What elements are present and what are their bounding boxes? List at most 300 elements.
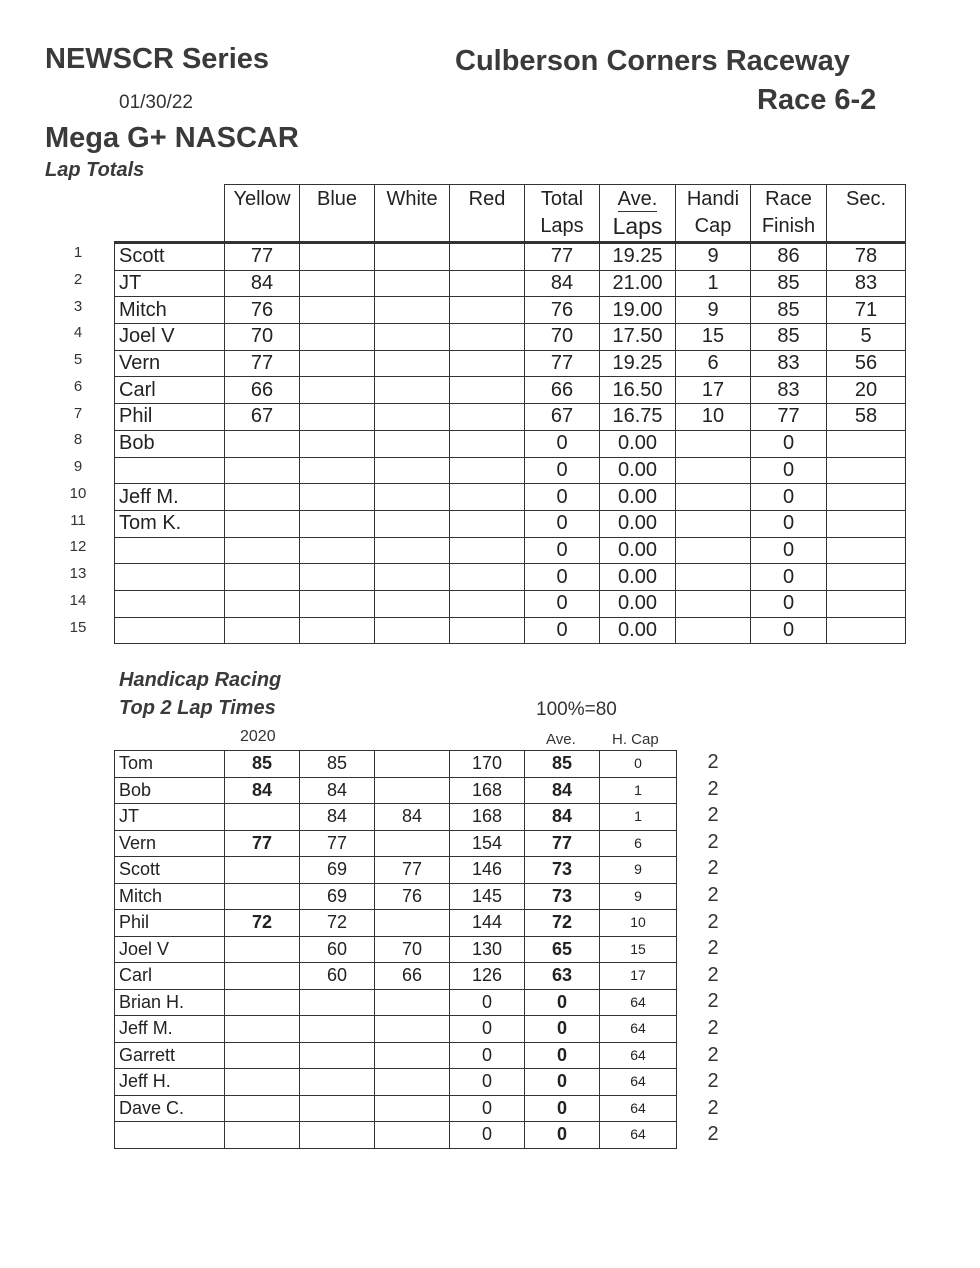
cell-y2020 xyxy=(225,1069,300,1096)
cell-total: 0 xyxy=(525,430,600,457)
cell-y2020 xyxy=(225,936,300,963)
table-row xyxy=(115,430,906,457)
cell-ave: 0.00 xyxy=(600,590,676,617)
cell-total: 0 xyxy=(525,510,600,537)
cell-blue xyxy=(300,350,375,377)
cell-blue xyxy=(300,243,375,271)
cell-total: 0 xyxy=(525,590,600,617)
cell-sec: 83 xyxy=(827,270,906,297)
cell-ave: 65 xyxy=(525,936,600,963)
column-header-line2: Laps xyxy=(540,215,584,237)
column-header xyxy=(676,185,751,243)
column-header xyxy=(525,185,600,243)
table-row xyxy=(115,377,906,404)
cell-total: 0 xyxy=(525,564,600,591)
cell-red xyxy=(450,270,525,297)
cell-finish: 85 xyxy=(751,270,827,297)
handicap-right-value: 2 xyxy=(707,1043,719,1066)
column-header-line1: Blue xyxy=(316,188,358,210)
cell-red xyxy=(450,457,525,484)
cell-name: Garrett xyxy=(115,1042,225,1069)
cell-name xyxy=(115,457,225,484)
cell-sec: 20 xyxy=(827,377,906,404)
column-header-line2: Laps xyxy=(612,213,663,239)
cell-total: 76 xyxy=(525,297,600,324)
cell-hcap: 17 xyxy=(600,963,677,990)
cell-handicap xyxy=(676,430,751,457)
cell-sum: 0 xyxy=(450,1042,525,1069)
cell-sec xyxy=(827,617,906,644)
cell-ave: 0.00 xyxy=(600,510,676,537)
cell-sec: 58 xyxy=(827,404,906,431)
cell-y2020: 84 xyxy=(225,777,300,804)
cell-yellow xyxy=(225,617,300,644)
cell-white xyxy=(375,590,450,617)
cell-blue xyxy=(300,564,375,591)
cell-white xyxy=(375,510,450,537)
cell-ave: 77 xyxy=(525,830,600,857)
cell-name: Jeff M. xyxy=(115,1016,225,1043)
cell-yellow: 70 xyxy=(225,324,300,351)
cell-total: 0 xyxy=(525,537,600,564)
table-row xyxy=(115,457,906,484)
cell-name: Dave C. xyxy=(115,1095,225,1122)
cell-ave: 63 xyxy=(525,963,600,990)
cell-y2020: 77 xyxy=(225,830,300,857)
cell-handicap: 9 xyxy=(676,243,751,271)
cell-name: Vern xyxy=(115,350,225,377)
cell-total: 77 xyxy=(525,243,600,271)
cell-ave: 0 xyxy=(525,1095,600,1122)
table-row xyxy=(115,590,906,617)
cell-handicap: 15 xyxy=(676,324,751,351)
column-header-line1: Race xyxy=(765,188,812,210)
handicap-right-value: 2 xyxy=(707,777,719,800)
table-row xyxy=(115,1042,677,1069)
series-title: NEWSCR Series xyxy=(45,43,270,75)
table-row xyxy=(115,617,906,644)
cell-c3 xyxy=(375,989,450,1016)
cell-ave: 72 xyxy=(525,910,600,937)
handicap-right-value: 2 xyxy=(707,1070,719,1093)
cell-name xyxy=(115,1122,225,1149)
cell-yellow: 84 xyxy=(225,270,300,297)
cell-total: 0 xyxy=(525,617,600,644)
table-row xyxy=(115,804,677,831)
cell-sum: 168 xyxy=(450,804,525,831)
cell-finish: 85 xyxy=(751,297,827,324)
cell-sec xyxy=(827,537,906,564)
table-row xyxy=(115,243,906,271)
cell-ave: 0 xyxy=(525,989,600,1016)
cell-sum: 145 xyxy=(450,883,525,910)
cell-red xyxy=(450,350,525,377)
column-header-line2: Cap xyxy=(694,215,732,237)
cell-sec xyxy=(827,430,906,457)
row-number: 7 xyxy=(73,404,83,422)
cell-c2 xyxy=(300,1122,375,1149)
cell-blue xyxy=(300,510,375,537)
row-number: 1 xyxy=(73,244,83,261)
cell-c2: 60 xyxy=(300,936,375,963)
cell-y2020 xyxy=(225,1095,300,1122)
cell-ave: 0.00 xyxy=(600,457,676,484)
cell-finish: 85 xyxy=(751,324,827,351)
table-row xyxy=(115,484,906,511)
cell-handicap: 1 xyxy=(676,270,751,297)
cell-finish: 0 xyxy=(751,484,827,511)
cell-ave: 0.00 xyxy=(600,430,676,457)
handicap-right-value: 2 xyxy=(707,963,719,986)
lap-totals-table xyxy=(114,184,906,644)
table-row xyxy=(115,883,677,910)
cell-white xyxy=(375,457,450,484)
cell-ave: 0 xyxy=(525,1069,600,1096)
cell-y2020 xyxy=(225,963,300,990)
cell-y2020: 72 xyxy=(225,910,300,937)
table-row xyxy=(115,350,906,377)
cell-ave: 85 xyxy=(525,751,600,778)
lap-table-header xyxy=(115,185,906,243)
cell-yellow xyxy=(225,430,300,457)
cell-ave: 19.00 xyxy=(600,297,676,324)
cell-name: Scott xyxy=(115,857,225,884)
cell-white xyxy=(375,430,450,457)
cell-hcap: 9 xyxy=(600,883,677,910)
cell-name: Bob xyxy=(115,777,225,804)
cell-c2: 72 xyxy=(300,910,375,937)
handicap-right-value: 2 xyxy=(707,1017,719,1039)
track-name: Culberson Corners Raceway xyxy=(455,45,850,77)
cell-blue xyxy=(300,617,375,644)
cell-name: Scott xyxy=(115,243,225,271)
cell-finish: 0 xyxy=(751,537,827,564)
table-row xyxy=(115,537,906,564)
cell-y2020 xyxy=(225,804,300,831)
cell-total: 0 xyxy=(525,457,600,484)
cell-sum: 0 xyxy=(450,1016,525,1043)
cell-yellow xyxy=(225,537,300,564)
row-number: 4 xyxy=(73,324,83,342)
column-header-line1: Total xyxy=(540,188,584,210)
cell-yellow xyxy=(225,457,300,484)
cell-finish: 83 xyxy=(751,377,827,404)
cell-sum: 146 xyxy=(450,857,525,884)
cell-name: Tom xyxy=(115,751,225,778)
cell-name: Carl xyxy=(115,377,225,404)
cell-yellow: 66 xyxy=(225,377,300,404)
cell-total: 66 xyxy=(525,377,600,404)
column-header xyxy=(225,185,300,243)
table-row xyxy=(115,989,677,1016)
column-header-line1: Sec. xyxy=(845,188,887,210)
cell-red xyxy=(450,377,525,404)
cell-c3: 76 xyxy=(375,883,450,910)
cell-handicap xyxy=(676,564,751,591)
column-header-line2: Finish xyxy=(761,215,816,237)
cell-name: Joel V xyxy=(115,324,225,351)
handicap-right-value: 2 xyxy=(707,857,719,880)
cell-hcap: 64 xyxy=(600,1016,677,1043)
cell-blue xyxy=(300,457,375,484)
cell-ave: 0.00 xyxy=(600,484,676,511)
cell-sec: 5 xyxy=(827,324,906,351)
cell-c3 xyxy=(375,1042,450,1069)
column-header-line1: Handi xyxy=(686,188,740,210)
cell-c2 xyxy=(300,1042,375,1069)
table-row xyxy=(115,910,677,937)
row-number: 15 xyxy=(69,618,87,636)
table-row xyxy=(115,1095,677,1122)
cell-name: Phil xyxy=(115,404,225,431)
cell-total: 70 xyxy=(525,324,600,351)
cell-name: JT xyxy=(115,270,225,297)
cell-blue xyxy=(300,484,375,511)
table-row xyxy=(115,830,677,857)
cell-sum: 0 xyxy=(450,989,525,1016)
cell-ave: 19.25 xyxy=(600,243,676,271)
cell-name: Tom K. xyxy=(115,510,225,537)
cell-total: 0 xyxy=(525,484,600,511)
cell-hcap: 1 xyxy=(600,777,677,804)
cell-sum: 0 xyxy=(450,1095,525,1122)
cell-sum: 154 xyxy=(450,830,525,857)
handicap-right-value: 2 xyxy=(707,830,719,853)
table-row xyxy=(115,297,906,324)
cell-ave: 0 xyxy=(525,1042,600,1069)
cell-red xyxy=(450,537,525,564)
cell-ave: 16.50 xyxy=(600,377,676,404)
cell-blue xyxy=(300,270,375,297)
race-date: 01/30/22 xyxy=(119,92,193,113)
cell-ave: 73 xyxy=(525,883,600,910)
row-number: 11 xyxy=(70,511,86,529)
cell-ave: 0.00 xyxy=(600,564,676,591)
cell-handicap: 9 xyxy=(676,297,751,324)
cell-finish: 83 xyxy=(751,350,827,377)
cell-ave: 73 xyxy=(525,857,600,884)
cell-white xyxy=(375,350,450,377)
cell-yellow xyxy=(225,590,300,617)
cell-ave: 0 xyxy=(525,1016,600,1043)
table-row xyxy=(115,1016,677,1043)
cell-sum: 170 xyxy=(450,751,525,778)
cell-hcap: 9 xyxy=(600,857,677,884)
cell-sec: 56 xyxy=(827,350,906,377)
cell-sum: 168 xyxy=(450,777,525,804)
cell-red xyxy=(450,617,525,644)
cell-c3 xyxy=(375,1069,450,1096)
cell-name: Mitch xyxy=(115,297,225,324)
cell-sec xyxy=(827,564,906,591)
cell-red xyxy=(450,564,525,591)
cell-ave: 0.00 xyxy=(600,537,676,564)
cell-c2 xyxy=(300,989,375,1016)
cell-name xyxy=(115,617,225,644)
col-2020-header: 2020 xyxy=(240,728,276,745)
handicap-right-value: 2 xyxy=(707,990,719,1013)
table-row xyxy=(115,1122,677,1149)
column-header xyxy=(450,185,525,243)
handicap-table xyxy=(114,750,677,1149)
cell-blue xyxy=(300,377,375,404)
table-row xyxy=(115,963,677,990)
row-number: 6 xyxy=(73,377,83,395)
column-header xyxy=(375,185,450,243)
cell-sec xyxy=(827,484,906,511)
lap-totals-heading: Lap Totals xyxy=(45,159,145,181)
cell-white xyxy=(375,377,450,404)
cell-white xyxy=(375,297,450,324)
handicap-racing-heading: Handicap Racing xyxy=(119,669,282,691)
cell-red xyxy=(450,297,525,324)
cell-c3 xyxy=(375,910,450,937)
cell-c3 xyxy=(375,1016,450,1043)
cell-y2020 xyxy=(225,883,300,910)
column-header-line1: Yellow xyxy=(233,188,291,210)
race-number: Race 6-2 xyxy=(757,84,877,116)
table-row xyxy=(115,936,677,963)
cell-sec: 78 xyxy=(827,243,906,271)
cell-name: Bob xyxy=(115,430,225,457)
cell-hcap: 64 xyxy=(600,1042,677,1069)
cell-red xyxy=(450,404,525,431)
cell-name xyxy=(115,590,225,617)
cell-hcap: 0 xyxy=(600,751,677,778)
cell-y2020 xyxy=(225,1122,300,1149)
table-row xyxy=(115,404,906,431)
cell-sum: 130 xyxy=(450,936,525,963)
cell-yellow: 77 xyxy=(225,243,300,271)
table-row xyxy=(115,1069,677,1096)
table-row xyxy=(115,751,677,778)
handicap-right-value: 2 xyxy=(707,1123,719,1146)
cell-hcap: 10 xyxy=(600,910,677,937)
cell-y2020 xyxy=(225,1042,300,1069)
cell-white xyxy=(375,324,450,351)
cell-hcap: 64 xyxy=(600,1069,677,1096)
cell-c2: 69 xyxy=(300,857,375,884)
cell-red xyxy=(450,324,525,351)
column-header xyxy=(300,185,375,243)
cell-ave: 0 xyxy=(525,1122,600,1149)
cell-total: 77 xyxy=(525,350,600,377)
cell-c3 xyxy=(375,830,450,857)
column-header-line1: Red xyxy=(468,188,506,210)
cell-c2: 84 xyxy=(300,777,375,804)
cell-handicap xyxy=(676,617,751,644)
cell-handicap xyxy=(676,510,751,537)
cell-yellow: 77 xyxy=(225,350,300,377)
row-number: 9 xyxy=(73,458,83,475)
handicap-right-value: 2 xyxy=(707,937,719,960)
cell-c3 xyxy=(375,751,450,778)
cell-ave: 0.00 xyxy=(600,617,676,644)
cell-white xyxy=(375,564,450,591)
table-row xyxy=(115,510,906,537)
handicap-right-value: 2 xyxy=(707,910,719,933)
cell-c2: 77 xyxy=(300,830,375,857)
cell-red xyxy=(450,430,525,457)
table-row xyxy=(115,857,677,884)
cell-sum: 0 xyxy=(450,1122,525,1149)
cell-sec xyxy=(827,457,906,484)
cell-sec xyxy=(827,510,906,537)
cell-name xyxy=(115,537,225,564)
cell-handicap xyxy=(676,457,751,484)
cell-white xyxy=(375,484,450,511)
cell-ave: 19.25 xyxy=(600,350,676,377)
cell-handicap: 10 xyxy=(676,404,751,431)
cell-c2 xyxy=(300,1016,375,1043)
cell-c2 xyxy=(300,1069,375,1096)
cell-yellow xyxy=(225,510,300,537)
cell-total: 67 xyxy=(525,404,600,431)
column-header xyxy=(751,185,827,243)
col-hcap-header: H. Cap xyxy=(612,731,659,748)
row-number: 13 xyxy=(69,565,87,582)
cell-yellow xyxy=(225,484,300,511)
cell-ave: 84 xyxy=(525,804,600,831)
cell-name: Phil xyxy=(115,910,225,937)
cell-name: Brian H. xyxy=(115,989,225,1016)
row-number: 5 xyxy=(73,351,83,368)
cell-name: Mitch xyxy=(115,883,225,910)
cell-name: Carl xyxy=(115,963,225,990)
cell-white xyxy=(375,404,450,431)
cell-y2020 xyxy=(225,1016,300,1043)
cell-ave: 84 xyxy=(525,777,600,804)
cell-hcap: 1 xyxy=(600,804,677,831)
cell-blue xyxy=(300,430,375,457)
cell-finish: 0 xyxy=(751,617,827,644)
cell-hcap: 64 xyxy=(600,1095,677,1122)
cell-red xyxy=(450,484,525,511)
cell-white xyxy=(375,270,450,297)
cell-c3: 77 xyxy=(375,857,450,884)
handicap-right-value: 2 xyxy=(707,804,719,827)
cell-hcap: 6 xyxy=(600,830,677,857)
cell-handicap xyxy=(676,590,751,617)
handicap-right-value: 2 xyxy=(707,884,719,906)
cell-name: Joel V xyxy=(115,936,225,963)
cell-red xyxy=(450,510,525,537)
column-header xyxy=(827,185,906,243)
cell-y2020 xyxy=(225,989,300,1016)
cell-y2020: 85 xyxy=(225,751,300,778)
cell-ave: 21.00 xyxy=(600,270,676,297)
cell-c3 xyxy=(375,1122,450,1149)
cell-name: Jeff M. xyxy=(115,484,225,511)
column-header-line1: Ave. xyxy=(617,188,658,210)
handicap-ratio: 100%=80 xyxy=(536,699,617,720)
cell-c2: 60 xyxy=(300,963,375,990)
cell-ave: 17.50 xyxy=(600,324,676,351)
cell-sec: 71 xyxy=(827,297,906,324)
cell-y2020 xyxy=(225,857,300,884)
cell-blue xyxy=(300,537,375,564)
cell-sec xyxy=(827,590,906,617)
table-row xyxy=(115,777,677,804)
cell-white xyxy=(375,617,450,644)
cell-white xyxy=(375,537,450,564)
table-row xyxy=(115,270,906,297)
table-row xyxy=(115,564,906,591)
row-number: 3 xyxy=(73,297,83,315)
cell-c3: 70 xyxy=(375,936,450,963)
cell-c2: 69 xyxy=(300,883,375,910)
column-header-line1: White xyxy=(386,188,438,210)
